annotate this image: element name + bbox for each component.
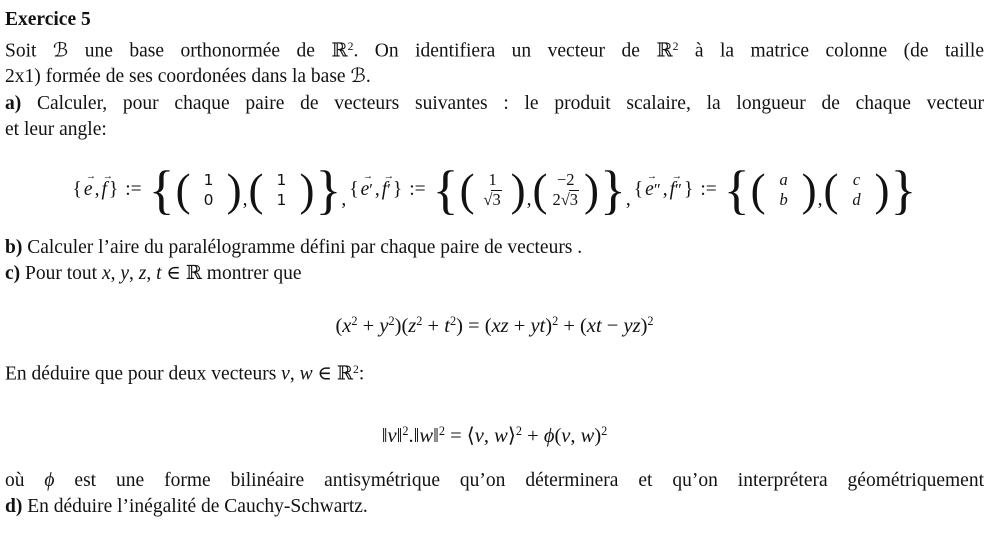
text-segment: ℬ xyxy=(350,66,366,88)
part-a-line-2 xyxy=(5,117,984,144)
vector-letter: e xyxy=(645,179,654,201)
text-segment: ℝ xyxy=(331,39,348,61)
text-segment: , xyxy=(110,263,121,285)
open-brace: { xyxy=(349,179,359,201)
text-segment: w xyxy=(494,424,508,447)
column-matrix xyxy=(750,164,817,215)
text-segment: Pour tout xyxy=(20,263,102,285)
vector-arrow-icon: → xyxy=(362,170,373,183)
matrix-cell-top xyxy=(780,170,788,191)
text-segment: 3 xyxy=(492,190,501,210)
text-segment: 0 xyxy=(203,191,214,210)
close-paren: ) xyxy=(874,164,890,215)
text-segment: 1 xyxy=(488,169,497,189)
vector-letter: f xyxy=(101,179,107,201)
text-segment: à la matrice colonne (de taille xyxy=(678,39,984,61)
vector-arrow-icon: → xyxy=(646,170,658,183)
open-paren: ( xyxy=(248,164,264,215)
vector-arrow-icon: → xyxy=(671,170,682,183)
text-segment: ℝ xyxy=(656,39,673,61)
text-segment: . xyxy=(408,424,414,447)
text-segment: 2 xyxy=(351,313,358,328)
text-segment: d) xyxy=(5,496,23,518)
matrix-column xyxy=(547,170,584,211)
matrix-cell-bottom xyxy=(483,190,501,211)
text-segment: . On identifiera un vecteur de xyxy=(353,39,657,61)
close-brace: } xyxy=(108,179,119,201)
text-segment: yt xyxy=(530,314,546,337)
text-segment: 2 xyxy=(347,39,354,53)
prime-mark: ′ xyxy=(387,180,391,200)
text-segment: b xyxy=(779,190,788,210)
text-segment: v xyxy=(387,424,397,447)
text-segment: ) = ( xyxy=(456,314,492,337)
text-segment: Soit xyxy=(5,39,53,61)
text-segment: 2 xyxy=(601,424,608,439)
matrix-cell-bottom xyxy=(780,190,788,211)
big-open-brace: { xyxy=(148,159,175,220)
prime-mark: ′ xyxy=(369,180,373,200)
prime-mark: ″ xyxy=(675,180,682,200)
text-segment: et leur angle: xyxy=(5,119,107,141)
matrix-cell-top xyxy=(557,170,575,191)
text-segment: , xyxy=(570,424,581,447)
assign-symbol: := xyxy=(125,179,142,201)
vector-arrow-icon: → xyxy=(103,170,114,183)
vector-arrow-icon: → xyxy=(383,170,394,183)
vector-f-prime xyxy=(381,170,394,201)
text-segment: 2x1) formée de ses coordonées dans la base xyxy=(5,66,351,88)
matrix-column xyxy=(191,170,227,211)
open-paren: ( xyxy=(750,164,766,215)
vector-letter: e xyxy=(83,179,93,201)
text-segment: a) xyxy=(5,92,22,114)
text-segment: ϕ xyxy=(543,424,555,447)
vector-letter: f xyxy=(669,179,676,201)
matrix-column xyxy=(839,170,875,211)
text-segment: ∈ ℝ montrer que xyxy=(161,263,302,285)
text-segment: 2 xyxy=(438,424,445,439)
matrix-cell-top xyxy=(204,170,214,191)
prime-mark: ″ xyxy=(653,180,661,200)
close-paren: ) xyxy=(226,164,242,215)
part-a-line-1 xyxy=(5,91,984,118)
column-matrix xyxy=(823,164,890,215)
text-segment: 2 xyxy=(402,424,409,439)
text-segment: , xyxy=(129,263,139,285)
matrix-cell-bottom xyxy=(277,190,287,211)
text-segment: t xyxy=(444,314,450,337)
text-segment: 2 xyxy=(672,39,679,53)
norm-formula xyxy=(5,418,984,450)
vector-f xyxy=(101,170,114,201)
vector-f-double-prime xyxy=(669,170,682,201)
text-segment: = ⟨ xyxy=(444,424,475,447)
matrix-cell-bottom xyxy=(852,190,860,211)
pair-name xyxy=(72,170,119,201)
text-segment: c xyxy=(852,169,861,189)
text-segment: , xyxy=(289,363,300,385)
text-segment: ϕ xyxy=(44,469,55,491)
matrix-column xyxy=(263,170,299,211)
comma: , xyxy=(662,179,668,201)
matrix-cell-top xyxy=(277,170,287,191)
text-segment: √ xyxy=(560,190,570,210)
text-segment: w xyxy=(419,424,434,447)
close-brace: } xyxy=(392,179,403,201)
text-segment: ⟩ xyxy=(507,424,516,447)
text-segment: En déduire que pour deux vecteurs xyxy=(5,363,282,385)
matrix-cell-top xyxy=(853,170,860,191)
close-paren: ) xyxy=(801,164,817,215)
text-segment: w xyxy=(299,363,313,385)
text-segment: )( xyxy=(394,314,409,337)
pair-name xyxy=(349,170,403,201)
text-segment: 2 xyxy=(552,190,561,210)
open-brace: { xyxy=(633,179,644,201)
vector-e-double-prime xyxy=(645,170,661,201)
vector-letter: e xyxy=(360,179,370,201)
comma: , xyxy=(94,179,100,201)
vector-arrow-icon: → xyxy=(85,170,96,183)
text-segment: x xyxy=(342,314,352,337)
column-matrix xyxy=(532,164,599,215)
part-b-line xyxy=(5,235,984,262)
text-segment: xt xyxy=(586,314,602,337)
column-matrix xyxy=(459,164,526,215)
vector-letter: f xyxy=(381,179,388,201)
text-segment: xz xyxy=(491,314,509,337)
big-close-brace: } xyxy=(890,159,917,220)
text-segment: 2 xyxy=(416,313,423,328)
comma: , xyxy=(625,189,631,211)
big-close-brace: } xyxy=(315,159,342,220)
open-paren: ( xyxy=(459,164,475,215)
matrix-column xyxy=(475,170,511,211)
comma: , xyxy=(242,189,248,211)
vector-pairs-formula xyxy=(5,159,984,220)
text-segment: 2 xyxy=(388,313,395,328)
text-segment: z xyxy=(408,314,417,337)
text-segment: − xyxy=(601,314,624,337)
text-segment: w xyxy=(580,424,595,447)
text-segment: b) xyxy=(5,236,23,258)
text-segment: 1 xyxy=(276,170,287,189)
text-segment: ) xyxy=(594,424,602,447)
intro-line-1 xyxy=(5,34,984,65)
comma: , xyxy=(374,179,380,201)
text-segment: est une forme bilinéaire antisymétrique qu’on déterminera et qu’on interprétera géométriquement xyxy=(54,469,984,491)
matrix-cell-top xyxy=(488,170,496,191)
text-segment: ‖ xyxy=(413,424,420,447)
text-segment: y xyxy=(379,314,389,337)
text-segment: −2 xyxy=(556,169,575,189)
exercise-title xyxy=(5,7,984,34)
column-matrix xyxy=(248,164,315,215)
text-segment: 3 xyxy=(569,190,578,210)
phi-line xyxy=(5,468,984,495)
column-matrix xyxy=(175,164,242,215)
comma: , xyxy=(526,189,532,211)
open-paren: ( xyxy=(532,164,548,215)
text-segment: x xyxy=(101,263,111,285)
text-segment: 2 xyxy=(449,313,457,328)
text-segment: + xyxy=(508,314,531,337)
close-paren: ) xyxy=(299,164,315,215)
text-segment: 1 xyxy=(203,170,214,189)
text-segment: ‖ xyxy=(396,424,403,447)
assign-symbol: := xyxy=(700,179,717,201)
close-brace: } xyxy=(683,179,694,201)
text-segment: ‖ xyxy=(433,424,439,447)
open-brace: { xyxy=(72,179,82,201)
text-segment: 2 xyxy=(552,313,559,328)
big-close-brace: } xyxy=(600,159,626,220)
text-segment: ℬ xyxy=(52,39,69,61)
open-paren: ( xyxy=(175,164,191,215)
matrix-cell-bottom xyxy=(552,190,579,211)
text-segment: ) xyxy=(640,314,648,337)
matrix-cell-bottom xyxy=(204,190,214,211)
text-segment: : xyxy=(358,363,365,385)
text-segment: √ xyxy=(483,190,493,210)
text-segment: + xyxy=(522,424,544,447)
text-segment: , xyxy=(146,263,157,285)
open-paren: ( xyxy=(823,164,839,215)
vector-e xyxy=(83,170,96,201)
close-paren: ) xyxy=(584,164,599,215)
text-segment: où xyxy=(5,469,45,491)
close-paren: ) xyxy=(510,164,526,215)
big-open-brace: { xyxy=(432,159,459,220)
text-segment: v xyxy=(281,363,290,385)
assign-symbol: := xyxy=(409,179,426,201)
text-segment: ∈ ℝ xyxy=(312,363,353,385)
vector-pair-definition-1 xyxy=(72,159,342,220)
vector-pair-definition-2 xyxy=(349,159,626,220)
text-segment: v xyxy=(474,424,484,447)
text-segment: + xyxy=(422,314,445,337)
text-segment: yz xyxy=(623,314,641,337)
text-segment: y xyxy=(120,263,130,285)
comma: , xyxy=(817,189,823,211)
text-segment: z xyxy=(138,263,147,285)
text-segment: , xyxy=(483,424,495,447)
text-segment: ( xyxy=(554,424,562,447)
text-segment: En déduire l’inégalité de Cauchy-Schwartz. xyxy=(22,496,368,518)
part-d-line xyxy=(5,494,984,521)
text-segment: ‖ xyxy=(381,424,388,447)
vector-e-prime xyxy=(360,170,373,201)
text-segment: d xyxy=(852,190,861,210)
intro-line-2 xyxy=(5,64,984,91)
text-segment: . xyxy=(365,66,371,88)
text-segment: v xyxy=(561,424,571,447)
matrix-column xyxy=(766,170,802,211)
vector-pair-definition-3 xyxy=(633,159,917,220)
text-segment: ( xyxy=(335,314,343,337)
text-segment: ) xyxy=(545,314,553,337)
big-open-brace: { xyxy=(723,159,750,220)
text-segment: 2 xyxy=(515,424,522,439)
text-segment: 2 xyxy=(647,313,654,328)
text-segment: t xyxy=(156,263,162,285)
text-segment: Exercice 5 xyxy=(5,9,91,30)
text-segment: 1 xyxy=(276,191,287,210)
text-segment: Calculer l’aire du paralélogramme défini par chaque paire de vecteurs . xyxy=(22,236,583,258)
text-segment: + ( xyxy=(558,314,587,337)
pair-name xyxy=(633,170,694,201)
part-c-line xyxy=(5,261,984,288)
text-segment: 2 xyxy=(352,363,359,377)
text-segment: c) xyxy=(5,263,21,285)
text-segment: Calculer, pour chaque paire de vecteurs suivantes : le produit scalaire, la longueur de chaque vecteur xyxy=(21,92,984,114)
text-segment: a xyxy=(779,169,788,189)
deduce-line xyxy=(5,357,984,388)
identity-formula xyxy=(5,308,984,340)
text-segment: + xyxy=(357,314,380,337)
text-segment: une base orthonormée de xyxy=(68,39,332,61)
comma: , xyxy=(341,189,347,211)
